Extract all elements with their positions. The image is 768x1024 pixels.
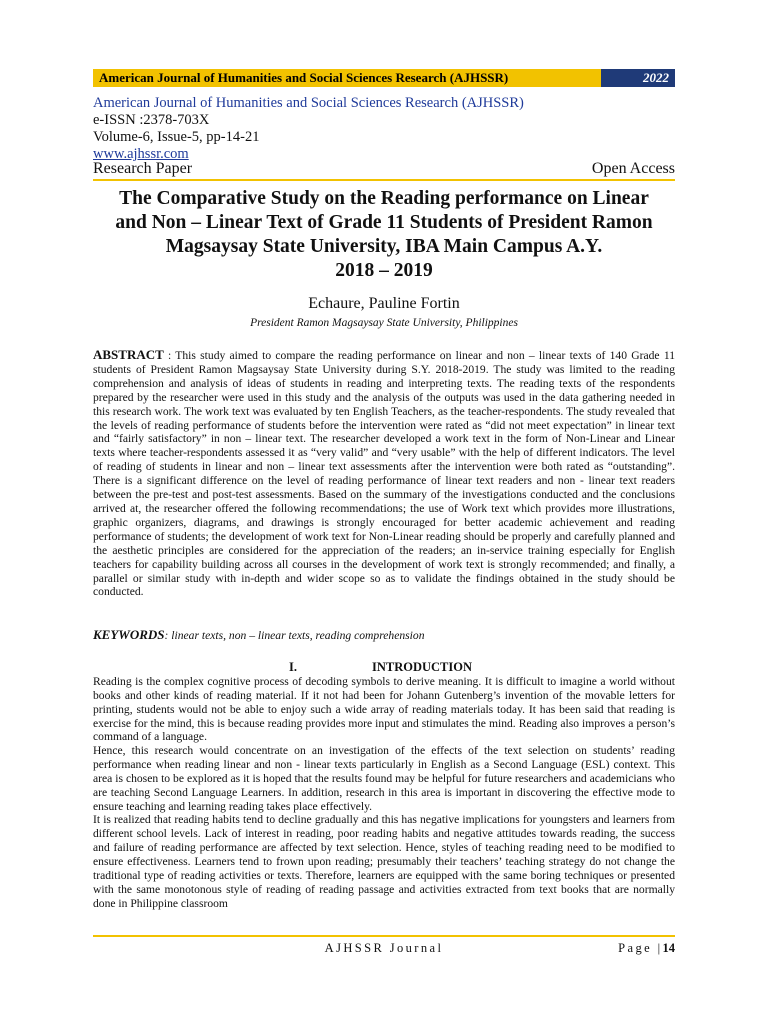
footer-divider bbox=[93, 935, 675, 937]
title-line: and Non – Linear Text of Grade 11 Students of President Ramon bbox=[115, 212, 653, 233]
footer-journal: AJHSSR Journal bbox=[324, 941, 444, 955]
journal-name: American Journal of Humanities and Social Sciences Research (AJHSSR) bbox=[93, 95, 524, 111]
title-line: Magsaysay State University, IBA Main Campus A.Y. bbox=[165, 236, 603, 257]
keywords-label: KEYWORDS bbox=[93, 627, 165, 642]
section-number: I. bbox=[289, 660, 297, 674]
banner-journal-name: American Journal of Humanities and Social Sciences Research (AJHSSR) bbox=[93, 69, 601, 87]
paper-type: Research Paper bbox=[93, 160, 193, 177]
paragraph: Hence, this research would concentrate on an investigation of the effects of the text selection on students’ reading performance when reading linear and non - linear texts particularly in English as a Second Language (ESL) context. This area is chosen to be explored as it is hoped that the results found may be helpful for future researchers and academicians who are teaching Second Language Learners. In addition, research in this area is important in discovering the effective mode to ensure teaching and learning reading takes place effectively. bbox=[93, 744, 675, 813]
author-affiliation: President Ramon Magsaysay State University, Philippines bbox=[250, 317, 518, 329]
title-line: The Comparative Study on the Reading performance on Linear bbox=[119, 188, 649, 209]
paper-title bbox=[93, 187, 675, 283]
abstract-label: ABSTRACT bbox=[93, 347, 164, 362]
author-name: Echaure, Pauline Fortin bbox=[308, 295, 460, 312]
issn: e-ISSN :2378-703X bbox=[93, 112, 210, 128]
title-line: 2018 – 2019 bbox=[335, 260, 433, 281]
footer-page bbox=[560, 940, 675, 956]
introduction-body bbox=[93, 675, 675, 910]
abstract bbox=[93, 348, 675, 599]
section-title: INTRODUCTION bbox=[372, 660, 473, 674]
paper-type-row bbox=[93, 159, 675, 181]
page-label: Page | bbox=[618, 941, 663, 955]
paragraph: It is realized that reading habits tend to decline gradually and this has negative implications for youngsters and learners from different school levels. Lack of interest in reading, poor reading habits and negative attitudes towards reading, the success and failure of reading performance are affected by text selection. Hence, styles of teaching reading need to be modified to ensure effectiveness. Learners tend to frown upon reading; presumably their teachers’ teaching strategy do not change the traditional type of reading activities or texts. Therefore, learners are equipped with the same boring techniques or presented with the same monotonous style of reading of reading passage and activities extracted from text books that are normally done in Philippine classroom bbox=[93, 813, 675, 910]
website-link[interactable]: www.ajhssr.com bbox=[93, 146, 189, 162]
journal-meta bbox=[93, 95, 675, 163]
paragraph: Reading is the complex cognitive process of decoding symbols to derive meaning. It is difficult to imagine a world without books and other kinds of reading material. If it not had been for Johann Gutenberg’s invention of the movable letters for printing, students would not be able to enjoy such a wide array of reading materials today. It has been said that reading is exercise for the mind, this is because reading provides more input and stimulates the mind. Reading also improves a person’s command of a language. bbox=[93, 675, 675, 744]
volume-issue: Volume-6, Issue-5, pp-14-21 bbox=[93, 129, 260, 145]
page-number: 14 bbox=[662, 941, 675, 955]
abstract-text: : This study aimed to compare the reading performance on linear and non – linear texts of 140 Grade 11 students of President Ramon Magsaysay State University during S.Y. 2018-2019. The study was limited to the reading comprehension and analysis of ideas of students in reading and interpreting texts. The reading texts of the respondents prepared by the researcher were used in this study and the analysis of the outputs was used in the data gathering needed in this research work. The work text was evaluated by ten English Teachers, as the teacher-respondents. The study revealed that the levels of reading performance of students before the intervention were rated as “did not meet expectation” in linear text and “fairly satisfactory” in non – linear text. The researcher developed a work text in the form of Non-Linear and Linear texts where teacher-respondents assessed it as “very valid” and “very usable” with the help of different indicators. The level of reading of students in linear and non – linear text assessments after the intervention were both rated as “outstanding”. There is a significant difference on the level of reading performance of linear text readers and non - linear text readers between the pre-test and post-test assessments. Based on the summary of the investigations conducted and the conclusions arrived at, the researcher offered the following recommendations; the use of Work text which provides more illustrations, graphic organizers, diagrams, and drawings is strongly encouraged for better academic achievement and reading performance of students; the development of work text for Non-Linear reading should be properly and carefully planned and the aesthetic principles are considered for the appreciation of the readers; an in-service training especially for English teachers for capability building across all courses in the development of work text is strongly recommended; and finally, a parallel or similar study with in-depth and wider scope so as to validate the findings obtained in the study should be conducted. bbox=[93, 349, 675, 599]
keywords bbox=[93, 628, 675, 643]
keywords-text: : linear texts, non – linear texts, reading comprehension bbox=[164, 629, 425, 642]
journal-banner bbox=[93, 69, 675, 87]
access-type: Open Access bbox=[591, 160, 675, 177]
banner-year: 2022 bbox=[601, 69, 675, 87]
